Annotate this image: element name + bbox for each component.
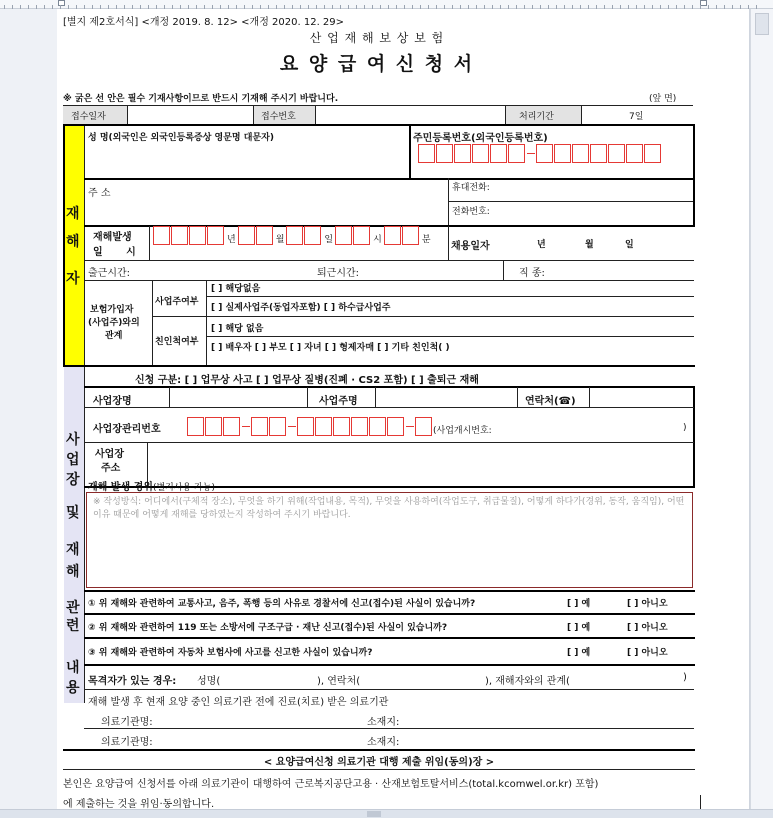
workplace-address-label-1: 사업장 xyxy=(95,449,124,460)
page-side: (앞 면) xyxy=(649,94,677,104)
relation-label-3: 관계 xyxy=(105,331,123,341)
hospital-address-label-2: 소재지: xyxy=(367,737,400,748)
workplace-section-char-2: 업 xyxy=(66,452,80,468)
workplace-section-char-3: 장 xyxy=(66,472,80,488)
rrn-input[interactable] xyxy=(418,144,662,163)
witness-contact-field[interactable]: ), 연락처( xyxy=(317,676,361,687)
worker-rrn-label: 주민등록번호(외국인등록번호) xyxy=(413,133,548,144)
horizontal-scrollbar[interactable] xyxy=(0,809,773,818)
witness-name-field[interactable]: 성명( xyxy=(197,676,221,687)
ruler-tick xyxy=(4,5,5,9)
workplace-section-char-10: 용 xyxy=(66,680,80,696)
hospital-address-label-1: 소재지: xyxy=(367,717,400,728)
q3-yes[interactable]: [ ] 예 xyxy=(567,648,591,658)
scroll-thumb[interactable] xyxy=(755,13,769,35)
ruler-tick xyxy=(52,5,53,9)
receipt-date-label: 접수일자 xyxy=(71,112,106,122)
ruler-tick xyxy=(36,5,37,9)
workplace-section-char-4: 및 xyxy=(66,505,80,521)
employer-option-actual[interactable]: [ ] 실제사업주(동업자포함) [ ] 하수급사업주 xyxy=(211,303,391,313)
phone-label: 전화번호: xyxy=(452,207,490,217)
hire-day-unit: 일 xyxy=(625,240,634,250)
workplace-section-char-8: 련 xyxy=(66,618,80,634)
processing-period-label: 처리기간 xyxy=(519,112,554,122)
worker-address-label: 주 소 xyxy=(88,188,111,199)
q1-yes[interactable]: [ ] 예 xyxy=(567,599,591,609)
form-subtitle: 산 업 재 해 보 상 보 험 xyxy=(309,31,445,45)
kin-flag-label: 친인척여부 xyxy=(155,337,199,347)
incident-label-2: 일 시 xyxy=(93,247,146,258)
employer-flag-label: 사업주여부 xyxy=(155,297,199,307)
business-start-no-label: (사업개시번호: xyxy=(433,426,492,436)
workplace-section-char-6: 해 xyxy=(66,564,80,580)
question-119: ② 위 재해와 관련하여 119 또는 소방서에 구조구급 · 재난 신고(접수)된 사실이 있습니까? xyxy=(88,623,448,633)
incident-detail-title: 재해 발생 경위(별지사용 가능) xyxy=(88,482,215,493)
q3-no[interactable]: [ ] 아니오 xyxy=(627,648,668,658)
delegation-body-1: 본인은 요양급여 신청서를 아래 의료기관이 대행하여 근로복지공단고용 · 산재보험토탈서비스(total.kcomwel.or.kr) 포함) xyxy=(63,779,599,790)
horizontal-ruler xyxy=(0,0,773,9)
question-insurance: ③ 위 재해와 관련하여 자동차 보험사에 사고를 신고한 사실이 있습니까? xyxy=(88,648,373,658)
worker-section-char-3: 자 xyxy=(66,271,80,287)
relation-label-2: (사업주)와의 xyxy=(88,318,140,328)
workplace-section-char-9: 내 xyxy=(66,660,80,676)
ruler-tick xyxy=(12,5,13,9)
prior-medical-label: 재해 발생 후 현재 요양 중인 의료기관 전에 진료(치료) 받은 의료기관 xyxy=(88,697,389,708)
incident-detail-placeholder: ※ 작성방식: 어디에서(구체적 장소), 무엇을 하기 위해(작업내용, 목적), 무엇을 사용하여(작업도구, 취급물질), 어떻게 하다가(경위, 동작, 움직임), 어떤 이유 때문에 어떻게 재해를 당하였는지 작성하여 주시기 바랍니다. xyxy=(93,497,685,520)
workplace-section-char-5: 재 xyxy=(66,542,80,558)
incident-detail-textarea[interactable] xyxy=(86,492,693,588)
witness-relation-field[interactable]: ), 재해자와의 관계( xyxy=(485,676,570,687)
ruler-tick xyxy=(28,5,29,9)
processing-period-value: 7일 xyxy=(629,112,644,122)
kin-option-list[interactable]: [ ] 배우자 [ ] 부모 [ ] 자녀 [ ] 형제자매 [ ] 기타 친인척( ) xyxy=(211,343,450,353)
workplace-mgmt-no-label: 사업장관리번호 xyxy=(93,424,161,435)
employer-option-none[interactable]: [ ] 해당없음 xyxy=(211,284,261,294)
business-start-no-close: ) xyxy=(683,423,687,433)
q1-no[interactable]: [ ] 아니오 xyxy=(627,599,668,609)
witness-label: 목격자가 있는 경우: xyxy=(88,676,177,687)
witness-close: ) xyxy=(683,672,687,683)
commute-end-label: 퇴근시간: xyxy=(317,268,360,279)
ruler-tick xyxy=(20,5,21,9)
kin-option-none[interactable]: [ ] 해당 없음 xyxy=(211,324,264,334)
worker-section-char-2: 해 xyxy=(66,234,80,250)
scroll-thumb-horizontal[interactable] xyxy=(367,811,381,817)
worker-section-char-1: 재 xyxy=(66,206,80,222)
hire-year-unit: 년 xyxy=(537,240,546,250)
hire-date-label: 채용일자 xyxy=(451,241,490,252)
document-page xyxy=(57,9,750,809)
worker-name-label: 성 명(외국인은 외국인등록증상 영문명 대문자) xyxy=(88,133,274,143)
receipt-number-label: 접수번호 xyxy=(261,112,296,122)
workplace-contact-label: 연락처(☎) xyxy=(525,396,576,407)
workplace-mgmt-no-input[interactable] xyxy=(187,417,433,436)
ruler-tick xyxy=(44,5,45,9)
incident-label-1: 재해발생 xyxy=(93,232,132,243)
form-header-meta: [별지 제2호서식] <개정 2019. 8. 12> <개정 2020. 12. 29> xyxy=(63,17,345,28)
job-type-label: 직 종: xyxy=(519,268,545,279)
incident-datetime-input[interactable]: 년 월 일 시 분 xyxy=(153,226,433,245)
apply-type-options[interactable]: 신청 구분: [ ] 업무상 사고 [ ] 업무상 질병(진폐 · CS2 포함) [ ] 출퇴근 재해 xyxy=(135,375,479,386)
hire-month-unit: 월 xyxy=(585,240,594,250)
workplace-section-char-7: 관 xyxy=(66,600,80,616)
workplace-address-label-2: 주소 xyxy=(101,463,121,474)
form-title: 요 양 급 여 신 청 서 xyxy=(279,53,475,75)
delegation-body-2: 에 제출하는 것을 위임·동의합니다. xyxy=(63,799,215,810)
mobile-label: 휴대전화: xyxy=(452,183,490,193)
required-notice: ※ 굵은 선 안은 필수 기재사항이므로 반드시 기재해 주시기 바랍니다. xyxy=(63,94,339,104)
delegation-title: < 요양급여신청 의료기관 대행 제출 위임(동의)장 > xyxy=(263,757,495,768)
hospital-name-label-1: 의료기관명: xyxy=(101,717,153,728)
commute-start-label: 출근시간: xyxy=(88,268,131,279)
q2-yes[interactable]: [ ] 예 xyxy=(567,623,591,633)
q2-no[interactable]: [ ] 아니오 xyxy=(627,623,668,633)
relation-label-1: 보험가입자 xyxy=(90,305,134,315)
hospital-name-label-2: 의료기관명: xyxy=(101,737,153,748)
workplace-owner-label: 사업주명 xyxy=(319,396,358,407)
vertical-scrollbar[interactable] xyxy=(750,9,773,809)
workplace-section-char-1: 사 xyxy=(66,432,80,448)
workplace-name-label: 사업장명 xyxy=(93,396,132,407)
ruler-right-marker[interactable] xyxy=(700,0,707,6)
question-police: ① 위 재해와 관련하여 교통사고, 음주, 폭행 등의 사유로 경찰서에 신고(접수)된 사실이 있습니까? xyxy=(88,599,476,609)
